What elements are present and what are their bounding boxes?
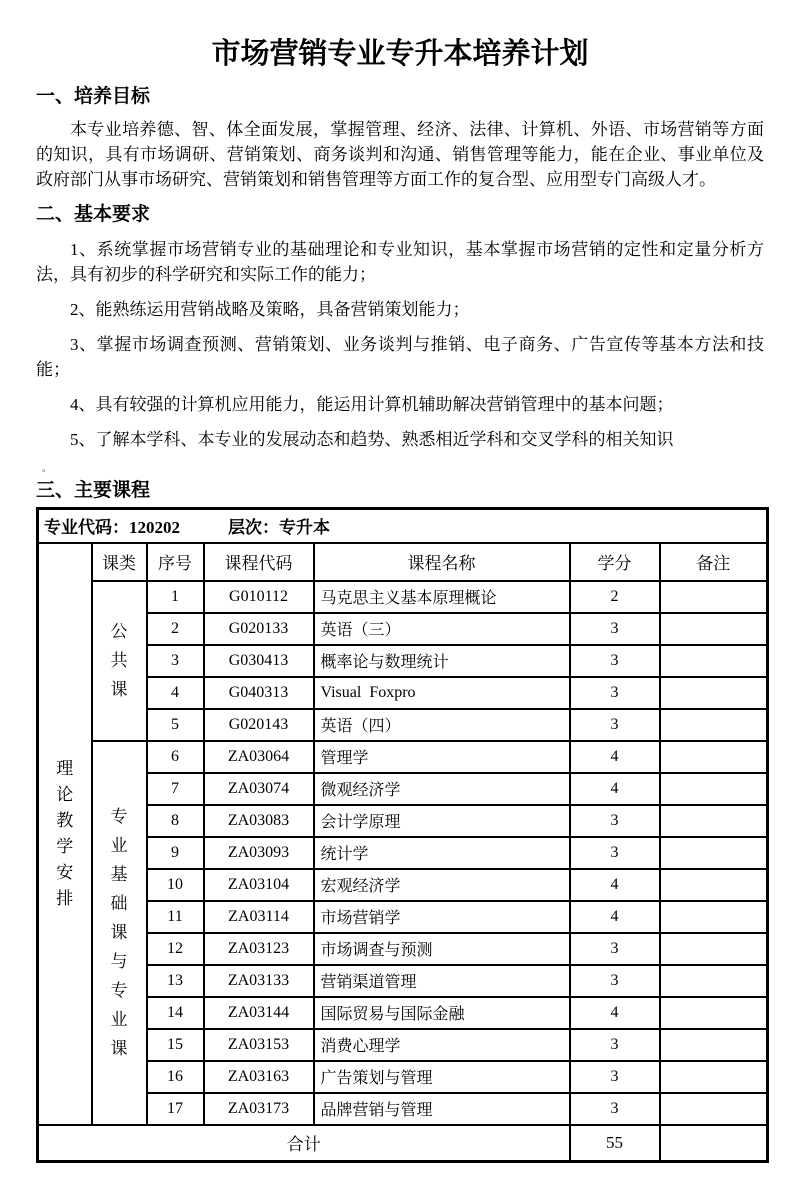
course-row: [38, 709, 768, 741]
course-code: G010112: [204, 581, 314, 613]
course-no: 9: [147, 837, 204, 869]
column-header-remark: 备注: [660, 543, 768, 581]
table-header-row: [38, 543, 768, 581]
course-row: [38, 869, 768, 901]
course-row: [38, 741, 768, 773]
section-heading-requirements: 二、基本要求: [36, 203, 151, 225]
course-code: ZA03163: [204, 1061, 314, 1093]
course-remark: [660, 837, 768, 869]
course-remark: [660, 1093, 768, 1125]
course-credits: 3: [570, 805, 660, 837]
course-name: 市场营销学: [314, 901, 570, 933]
course-row: [38, 1029, 768, 1061]
section-heading-courses: 三、主要课程: [36, 479, 151, 501]
course-name: 微观经济学: [314, 773, 570, 805]
course-name: 概率论与数理统计: [314, 645, 570, 677]
course-name: 国际贸易与国际金融: [314, 997, 570, 1029]
course-table: [36, 507, 769, 1163]
course-code: ZA03144: [204, 997, 314, 1029]
course-row: [38, 677, 768, 709]
course-name: 英语（四）: [314, 709, 570, 741]
side-label: 理论教学安排: [56, 758, 74, 908]
course-remark: [660, 933, 768, 965]
requirement-item: 1、系统掌握市场营销专业的基础理论和专业知识，基本掌握市场营销的定性和定量分析方法，具有初步的科学研究和实际工作的能力；: [36, 240, 764, 284]
course-name: Visual Foxpro: [314, 677, 570, 709]
course-credits: 4: [570, 997, 660, 1029]
orphan-punctuation: 。: [42, 463, 52, 473]
course-no: 2: [147, 613, 204, 645]
total-label: 合计: [38, 1125, 570, 1162]
course-remark: [660, 805, 768, 837]
course-remark: [660, 613, 768, 645]
course-remark: [660, 645, 768, 677]
course-name: 马克思主义基本原理概论: [314, 581, 570, 613]
total-row: [38, 1125, 768, 1162]
level-label: 层次：专升本: [228, 518, 330, 538]
course-code: ZA03083: [204, 805, 314, 837]
course-credits: 3: [570, 709, 660, 741]
section-heading-goals: 一、培养目标: [36, 85, 151, 107]
course-row: [38, 901, 768, 933]
requirement-item: 4、具有较强的计算机应用能力，能运用计算机辅助解决营销管理中的基本问题；: [70, 395, 674, 414]
category-label: 专业基础课与专业课: [110, 807, 128, 1058]
course-credits: 4: [570, 869, 660, 901]
course-credits: 3: [570, 613, 660, 645]
category-label: 公共课: [110, 622, 128, 699]
course-credits: 3: [570, 837, 660, 869]
table-meta-cell: [38, 509, 768, 543]
course-row: [38, 1061, 768, 1093]
course-row: [38, 773, 768, 805]
table-meta-row: [38, 509, 768, 543]
course-no: 10: [147, 869, 204, 901]
course-code: ZA03074: [204, 773, 314, 805]
course-remark: [660, 1029, 768, 1061]
course-remark: [660, 965, 768, 997]
course-no: 3: [147, 645, 204, 677]
course-row: [38, 805, 768, 837]
course-credits: 3: [570, 1093, 660, 1125]
course-credits: 3: [570, 965, 660, 997]
course-code: ZA03153: [204, 1029, 314, 1061]
course-remark: [660, 869, 768, 901]
course-remark: [660, 709, 768, 741]
course-row: [38, 837, 768, 869]
course-credits: 3: [570, 677, 660, 709]
course-name: 英语（三）: [314, 613, 570, 645]
requirements-list: [36, 237, 764, 474]
category-cell: [92, 581, 147, 741]
major-code-label: 专业代码：120202: [44, 518, 180, 538]
course-no: 11: [147, 901, 204, 933]
course-code: ZA03093: [204, 837, 314, 869]
course-row: [38, 1093, 768, 1125]
course-row: [38, 645, 768, 677]
course-code: G020133: [204, 613, 314, 645]
course-no: 17: [147, 1093, 204, 1125]
course-no: 6: [147, 741, 204, 773]
course-credits: 4: [570, 773, 660, 805]
course-no: 14: [147, 997, 204, 1029]
course-no: 7: [147, 773, 204, 805]
page-title: 市场营销专业专升本培养计划: [211, 36, 589, 70]
course-code: G020143: [204, 709, 314, 741]
course-remark: [660, 1061, 768, 1093]
course-no: 8: [147, 805, 204, 837]
course-no: 12: [147, 933, 204, 965]
course-credits: 4: [570, 741, 660, 773]
course-code: G040313: [204, 677, 314, 709]
total-credits: 55: [570, 1125, 660, 1162]
course-credits: 3: [570, 645, 660, 677]
course-name: 会计学原理: [314, 805, 570, 837]
course-name: 统计学: [314, 837, 570, 869]
category-cell: [92, 741, 147, 1125]
course-row: [38, 965, 768, 997]
total-remark: [660, 1125, 768, 1162]
course-code: G030413: [204, 645, 314, 677]
requirement-item: 3、掌握市场调查预测、营销策划、业务谈判与推销、电子商务、广告宣传等基本方法和技能；: [36, 335, 764, 379]
course-row: [38, 581, 768, 613]
course-name: 品牌营销与管理: [314, 1093, 570, 1125]
course-name: 市场调查与预测: [314, 933, 570, 965]
course-credits: 2: [570, 581, 660, 613]
course-name: 广告策划与管理: [314, 1061, 570, 1093]
requirement-item: 5、了解本学科、本专业的发展动态和趋势、熟悉相近学科和交叉学科的相关知识: [70, 430, 674, 449]
course-name: 营销渠道管理: [314, 965, 570, 997]
course-no: 4: [147, 677, 204, 709]
course-row: [38, 997, 768, 1029]
course-code: ZA03173: [204, 1093, 314, 1125]
goals-paragraph: 本专业培养德、智、体全面发展，掌握管理、经济、法律、计算机、外语、市场营销等方面的知识，具有市场调研、营销策划、商务谈判和沟通、销售管理等能力，能在企业、事业单位及政府部门从事市场研究、营销策划和销售管理等方面工作的复合型、应用型专门高级人才。: [36, 120, 764, 189]
course-remark: [660, 997, 768, 1029]
course-remark: [660, 677, 768, 709]
course-name: 管理学: [314, 741, 570, 773]
course-row: [38, 933, 768, 965]
course-name: 消费心理学: [314, 1029, 570, 1061]
course-no: 15: [147, 1029, 204, 1061]
course-remark: [660, 741, 768, 773]
side-label-cell: [38, 543, 92, 1125]
column-header-code: 课程代码: [204, 543, 314, 581]
course-credits: 3: [570, 933, 660, 965]
course-remark: [660, 901, 768, 933]
course-no: 5: [147, 709, 204, 741]
column-header-credits: 学分: [570, 543, 660, 581]
course-remark: [660, 773, 768, 805]
course-code: ZA03064: [204, 741, 314, 773]
course-code: ZA03133: [204, 965, 314, 997]
course-remark: [660, 581, 768, 613]
course-code: ZA03104: [204, 869, 314, 901]
course-credits: 3: [570, 1029, 660, 1061]
course-code: ZA03123: [204, 933, 314, 965]
column-header-category: 课类: [92, 543, 147, 581]
column-header-name: 课程名称: [314, 543, 570, 581]
course-credits: 3: [570, 1061, 660, 1093]
course-no: 13: [147, 965, 204, 997]
course-row: [38, 613, 768, 645]
course-code: ZA03114: [204, 901, 314, 933]
course-no: 1: [147, 581, 204, 613]
requirement-item: 2、能熟练运用营销战略及策略，具备营销策划能力；: [70, 300, 470, 319]
course-credits: 4: [570, 901, 660, 933]
course-no: 16: [147, 1061, 204, 1093]
course-table-body: [38, 509, 768, 1162]
course-name: 宏观经济学: [314, 869, 570, 901]
column-header-no: 序号: [147, 543, 204, 581]
